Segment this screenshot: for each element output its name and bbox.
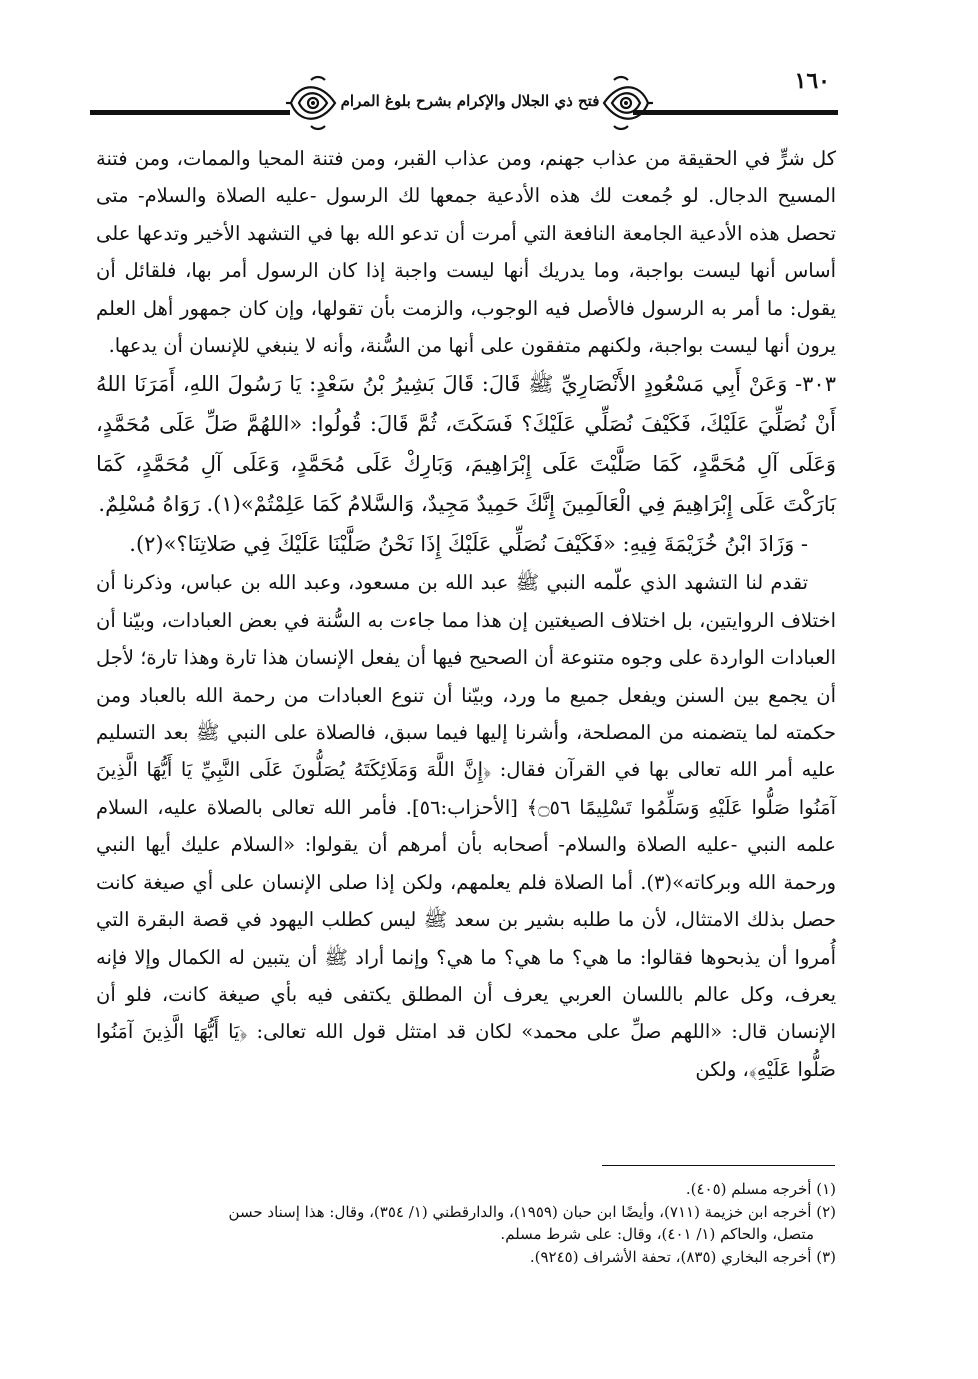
page-number: ١٦٠ (794, 68, 830, 94)
hadith-addition: - وَزَادَ ابْنُ خُزَيْمَةَ فِيهِ: «فَكَيْفَ نُصَلِّي عَلَيْكَ إِذَا نَحْنُ صَلَّيْنَا عَلَيْكَ فِي صَلاتِنَا؟»(٢). (129, 532, 808, 557)
footnote-1: (١) أخرجه مسلم (٤٠٥). (685, 1180, 836, 1198)
page-header (90, 62, 838, 132)
ornament-right-icon (602, 74, 654, 132)
footnote-separator (602, 1165, 835, 1166)
hadith-text: ٣٠٣- وَعَنْ أَبِي مَسْعُودٍ الأَنْصَارِيِّ ﷺ قَالَ: قَالَ بَشِيرُ بْنُ سَعْدٍ: يَا رَسُولَ اللهِ، أَمَرَنَا اللهُ أَنْ نُصَلِّيَ عَلَيْكَ، فَكَيْفَ نُصَلِّي عَلَيْكَ؟ فَسَكَتَ، ثُمَّ قَالَ: قُولُوا: «اللهُمَّ صَلِّ عَلَى مُحَمَّدٍ، وَعَلَى آلِ مُحَمَّدٍ، كَمَا صَلَّيْتَ عَلَى إِبْرَاهِيمَ، وَبَارِكْ عَلَى مُحَمَّدٍ، وَعَلَى آلِ مُحَمَّدٍ، كَمَا بَارَكْتَ عَلَى إِبْرَاهِيمَ فِي الْعَالَمِينَ إِنَّكَ حَمِيدٌ مَجِيدٌ، وَالسَّلامُ كَمَا عَلِمْتُمْ»(١). رَوَاهُ مُسْلِمٌ. (96, 372, 836, 517)
paragraph-intro: كل شرٍّ في الحقيقة من عذاب جهنم، ومن عذاب القبر، ومن فتنة المحيا والممات، ومن فتنة المسيح الدجال. لو جُمعت لك هذه الأدعية جمعها لك الرسول -عليه الصلاة والسلام- متى تحصل هذه الأدعية الجامعة النافعة التي أمرت أن تدعو الله بها في التشهد الأخير وتدعها على أساس أنها ليست بواجبة، وما يدريك أنها ليست واجبة إذا كان الرسول أمر بها، فلقائل أن يقول: ما أمر به الرسول فالأصل فيه الوجوب، والزمت بأن تقولها، وإن كان جمهور أهل العلم يرون أنها ليست بواجبة، ولكنهم متفقون على أنها من السُّنة، وأنه لا ينبغي للإنسان أن يدعها. (96, 147, 836, 358)
header-rule-right (633, 110, 838, 115)
footnote-2: (٢) أخرجه ابن خزيمة (٧١١)، وأيضًا ابن حبان (١٩٥٩)، والدارقطني (١/ ٣٥٤)، وقال: هذا إسناد حسن (228, 1202, 836, 1221)
ornament-left-icon (285, 74, 337, 132)
footnote-2-continued: متصل، والحاكم (١/ ٤٠١)، وقال: على شرط مسلم. (500, 1225, 814, 1243)
footnote-3: (٣) أخرجه البخاري (٨٣٥)، تحفة الأشراف (٩٢٤٥). (529, 1247, 836, 1266)
paragraph-commentary: تقدم لنا التشهد الذي علّمه النبي ﷺ عبد الله بن مسعود، وعبد الله بن عباس، وذكرنا أن اختلاف الروايتين، بل اختلاف الصيغتين إن هذا مما جاءت به السُّنة في بعض العبادات، وبيّنا أن العبادات الواردة على وجوه متنوعة أن الصحيح فيها أن يفعل الإنسان هذا تارة وهذا تارة؛ لأجل أن يجمع بين السنن ويفعل جميع ما ورد، وبيّنا أن تنوع العبادات من رحمة الله بالعباد ومن حكمته لما يتضمنه من المصلحة، وأشرنا إليها فيما سبق، فالصلاة على النبي ﷺ بعد التسليم عليه أمر الله تعالى بها في القرآن فقال: ﴿إِنَّ اللَّهَ وَمَلَائِكَتَهُ يُصَلُّونَ عَلَى النَّبِيِّ يَا أَيُّهَا الَّذِينَ آمَنُوا صَلُّوا عَلَيْهِ وَسَلِّمُوا تَسْلِيمًا ۝٥٦﴾ [الأحزاب:٥٦]. فأمر الله تعالى بالصلاة عليه، السلام علمه النبي -عليه الصلاة والسلام- أصحابه بأن أمرهم أن يقولوا: «السلام عليك أيها النبي ورحمة الله وبركاته»(٣). أما الصلاة فلم يعلمهم، ولكن إذا صلى الإنسان على أي صيغة كانت حصل بذلك الامتثال، لأن ما طلبه بشير بن سعد ﷺ ليس كطلب اليهود في قصة البقرة التي أُمروا أن يذبحوها فقالوا: ما هي؟ ما هي؟ ما هي؟ وإنما أراد ﷺ أن يتبين له الكمال وإلا فإنه يعرف، وكل عالم باللسان العربي يعرف أن المطلق يكتفى فيه بأي صيغة كانت، فلو أن الإنسان قال: «اللهم صلِّ على محمد» لكان قد امتثل قول الله تعالى: ﴿يَا أَيُّهَا الَّذِينَ آمَنُوا صَلُّوا عَلَيْهِ﴾، ولكن (96, 571, 837, 1081)
footnotes (96, 1178, 836, 1268)
running-title: فتح ذي الجلال والإكرام بشرح بلوغ المرام (340, 92, 600, 110)
main-text (96, 140, 836, 1088)
header-rule-left (90, 110, 290, 115)
